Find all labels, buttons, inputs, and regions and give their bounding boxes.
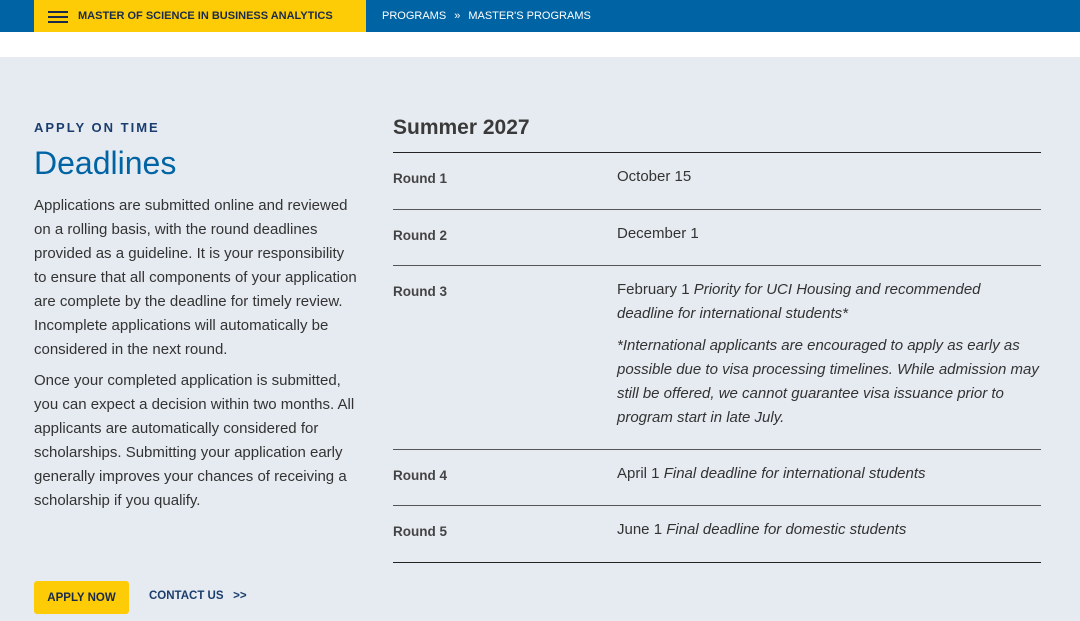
round-value	[617, 222, 1041, 246]
deadlines-section	[0, 57, 1080, 621]
round-value	[617, 278, 1041, 430]
round-value	[617, 165, 1041, 189]
round-label: Round 5	[393, 524, 447, 539]
program-menu-title[interactable]: MASTER OF SCIENCE IN BUSINESS ANALYTICS	[78, 10, 333, 22]
round-date: December 1	[617, 225, 699, 242]
deadlines-term-title: Summer 2027	[393, 116, 530, 139]
round-label: Round 2	[393, 228, 447, 243]
top-nav-bar	[0, 0, 1080, 32]
round-date: April 1	[617, 465, 660, 482]
section-eyebrow: APPLY ON TIME	[34, 120, 160, 135]
intro-paragraph-1: Applications are submitted online and reviewed on a rolling basis, with the round deadlines provided as a guideline. It is your responsibility to ensure that all components of your application are complete by the deadline for timely review. Incomplete applications will automatically be considered in the next round.	[34, 197, 357, 358]
intro-text	[34, 194, 359, 513]
round-label: Round 4	[393, 468, 447, 483]
round-date: June 1	[617, 521, 663, 538]
round-detail: Final deadline for domestic students	[666, 521, 907, 538]
deadlines-table	[393, 152, 1041, 563]
page-title: Deadlines	[34, 145, 177, 181]
round-detail: Final deadline for international students	[663, 465, 926, 482]
deadline-row-round-3	[393, 266, 1041, 450]
international-applicants-note: *International applicants are encouraged to apply as early as possible due to visa processing timelines. While admission may still be offered, we cannot guarantee visa issuance prior to program start in late July.	[617, 337, 1039, 426]
round-date: February 1	[617, 281, 690, 298]
intro-paragraph-2: Once your completed application is submitted, you can expect a decision within two months. All applicants are automatically considered for scholarships. Submitting your application early generally improves your chances of receiving a scholarship if you qualify.	[34, 372, 355, 509]
round-detail: Priority for UCI Housing and recommended deadline for international students*	[617, 281, 981, 322]
deadline-row-round-4	[393, 450, 1041, 506]
round-date: October 15	[617, 168, 692, 185]
program-menu-toggle[interactable]	[34, 0, 366, 32]
round-label: Round 3	[393, 284, 447, 299]
breadcrumb	[382, 10, 591, 22]
deadline-row-round-2	[393, 210, 1041, 266]
hamburger-menu-icon[interactable]	[48, 11, 68, 23]
breadcrumb-separator: »	[454, 10, 461, 22]
deadline-row-round-5	[393, 506, 1041, 563]
round-value	[617, 462, 1041, 486]
deadline-row-round-1	[393, 153, 1041, 210]
breadcrumb-masters-programs[interactable]: MASTER'S PROGRAMS	[468, 10, 591, 22]
round-label: Round 1	[393, 171, 447, 186]
apply-now-button[interactable]: APPLY NOW	[34, 581, 129, 614]
contact-us-link[interactable]: CONTACT US >>	[149, 590, 247, 602]
breadcrumb-programs[interactable]: PROGRAMS	[382, 10, 447, 22]
round-value	[617, 518, 1041, 542]
